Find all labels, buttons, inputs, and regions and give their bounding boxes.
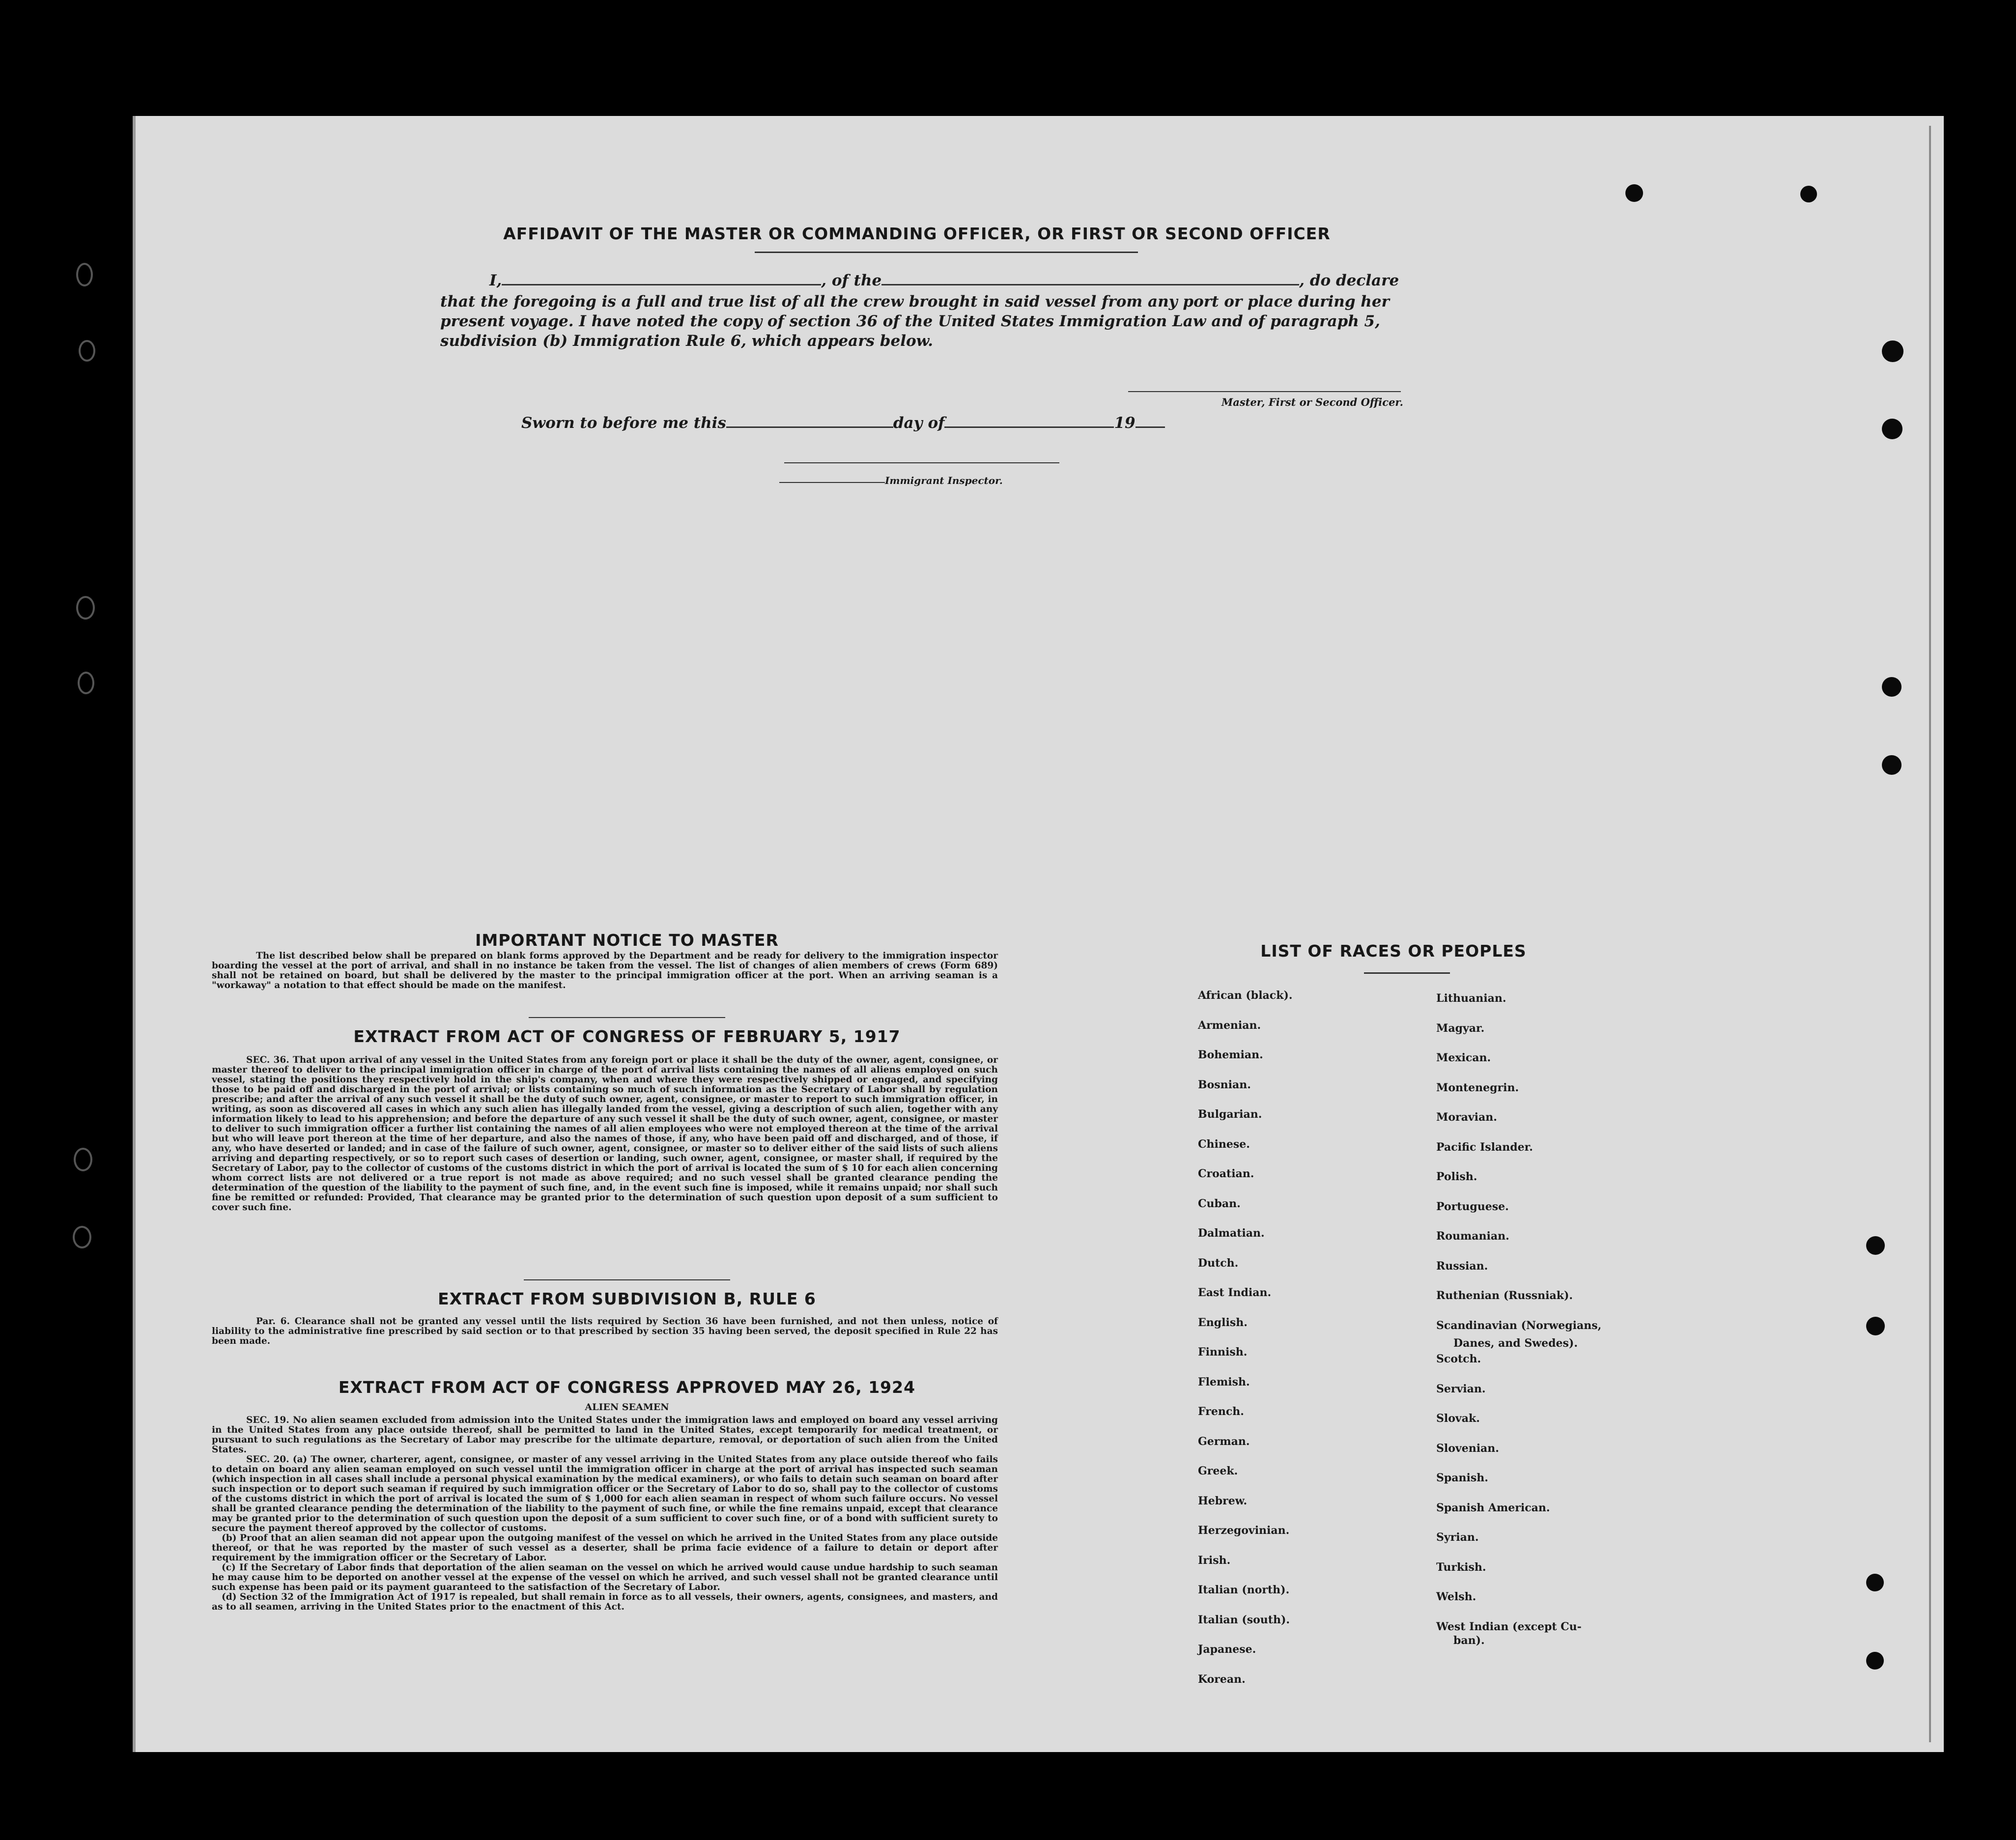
- extract-1924-sec20b: (b) Proof that an alien seaman did not appear upon the outgoing manifest of the vessel on which he arrived in the United States from any place outside thereof, or that he was reported by the master of such vessel as a deserter, shall be prima facie evidence of a failure to detain or deport after requirement by the immigration officer or the Secretary of Labor.: [212, 1533, 998, 1563]
- extract-1917-title: EXTRACT FROM ACT OF CONGRESS OF FEBRUARY 5, 1917: [353, 1027, 901, 1046]
- race-item: Finnish.: [1198, 1346, 1248, 1359]
- binder-hole: [1866, 1317, 1885, 1335]
- affidavit-line-1: [467, 271, 1548, 290]
- sworn-line: [521, 413, 1165, 433]
- affidavit-line-4: subdivision (b) Immigration Rule 6, which appears below.: [440, 332, 934, 350]
- race-item: Ruthenian (Russniak).: [1436, 1289, 1573, 1302]
- binder-hole: [1800, 186, 1817, 202]
- races-title: LIST OF RACES OR PEOPLES: [1260, 941, 1527, 961]
- race-item: Japanese.: [1198, 1643, 1256, 1656]
- affidavit-do-declare: , do declare: [1299, 272, 1399, 289]
- race-item: ban).: [1453, 1634, 1485, 1647]
- race-item: Spanish.: [1436, 1472, 1488, 1484]
- race-item: East Indian.: [1198, 1286, 1272, 1299]
- binder-ring-outline: [73, 1226, 91, 1248]
- race-item: Korean.: [1198, 1672, 1246, 1686]
- race-item: Welsh.: [1436, 1590, 1477, 1603]
- extract-1924-body: [212, 1415, 998, 1612]
- affidavit-of-the: , of the: [821, 272, 882, 289]
- race-item: Cuban.: [1198, 1197, 1241, 1210]
- affidavit-i: I,: [489, 272, 502, 289]
- race-item: African (black).: [1198, 989, 1293, 1002]
- affidavit-title-rule: [755, 252, 1138, 253]
- extract-1924-title: EXTRACT FROM ACT OF CONGRESS APPROVED MAY 26, 1924: [338, 1378, 916, 1397]
- extract-1924-sec20a: SEC. 20. (a) The owner, charterer, agent, consignee, or master of any vessel arriving in the United States from any place outside thereof who fails to detain on board any alien seaman employed on such vessel until the immigration officer in charge at the port of arrival has inspected such seaman (which inspection in all cases shall include a personal physical examination by the medical examiners), or who fails to detain such seaman on board after such inspection or to deport such seaman if required by such immigration officer or the Secretary of Labor to do so, shall pay to the collector of customs of the customs district in which the port of arrival is located the sum of $ 1,000 for each alien seaman in respect of whom such failure occurs. No vessel shall be granted clearance pending the determination of the liability to the payment of such fine, or while the fine remains unpaid, except that clearance may be granted prior to the determination of such question upon the deposit of a sum sufficient to cover such fine, or of a bond with sufficient surety to secure the payment thereof approved by the collector of customs.: [212, 1454, 998, 1533]
- race-item: German.: [1198, 1435, 1250, 1448]
- race-item: Bosnian.: [1198, 1078, 1251, 1091]
- binder-hole: [1882, 340, 1903, 362]
- race-item: Servian.: [1436, 1382, 1486, 1395]
- inspector-label: Immigrant Inspector.: [885, 475, 1003, 486]
- extract-1924-subtitle: ALIEN SEAMEN: [585, 1402, 669, 1413]
- race-item: Lithuanian.: [1436, 992, 1506, 1005]
- binder-hole: [1882, 677, 1902, 697]
- binder-ring-outline: [78, 672, 94, 694]
- inspector-short-line: [779, 482, 885, 483]
- day-of-text: day of: [893, 414, 945, 432]
- extract-1917-body: SEC. 36. That upon arrival of any vessel in the United States from any foreign port or place it shall be the duty of the owner, agent, consignee, or master thereof to deliver to the principal immigration officer in charge of the port of arrival lists containing the names of all aliens employed on such vessel, stating the positions they respectively hold in the ship's company, when and where they were respectively shipped or engaged, and specifying those to be paid off and discharged in the port of arrival; or lists containing so much of such information as the Secretary of Labor shall by regulation prescribe; and after the arrival of any such vessel it shall be the duty of such owner, agent, consignee, or master to report to such immigration officer, in writing, as soon as discovered all cases in which any such alien has illegally landed from the vessel, giving a description of such alien, together with any information likely to lead to his apprehension; and before the departure of any such vessel it shall be the duty of such owner, agent, consignee, or master to deliver to such immigration officer a further list containing the names of all alien employees who were not employed thereon at the time of the arrival but who will leave port thereon at the time of her departure, and also the names of those, if any, who have been paid off and discharged, and of those, if any, who have deserted or landed; and in case of the failure of such owner, agent, consignee, or master so to deliver either of the said lists of such aliens arriving and departing respectively, or so to report such cases of desertion or landing, such owner, agent, consignee, or master shall, if required by the Secretary of Labor, pay to the collector of customs of the customs district in which the port of arrival is located the sum of $ 10 for each alien concerning whom correct lists are not delivered or a true report is not made as above required; and no such vessel shall be granted clearance pending the determination of the question of the liability to the payment of such fine, and, in the event such fine is imposed, while it remains unpaid; nor shall such fine be remitted or refunded: Provided, That clearance may be granted prior to the determination of such question upon deposit of a sum sufficient to cover such fine.: [212, 1055, 998, 1213]
- page-right-edge: [1929, 126, 1931, 1742]
- race-item: Roumanian.: [1436, 1230, 1509, 1243]
- race-item: Armenian.: [1198, 1019, 1261, 1032]
- binder-hole: [1625, 184, 1643, 202]
- race-item: Scotch.: [1436, 1353, 1481, 1365]
- race-item: Croatian.: [1198, 1167, 1254, 1180]
- race-item: Greek.: [1198, 1465, 1238, 1477]
- race-item: Russian.: [1436, 1259, 1488, 1273]
- binder-hole: [1866, 1236, 1885, 1255]
- year-text: 19: [1114, 414, 1136, 432]
- binder-ring-outline: [76, 596, 95, 620]
- extract-1924-sec20c: (c) If the Secretary of Labor finds that deportation of the alien seaman on the vessel on which he arrived would cause undue hardship to such seaman he may cause him to be deported on another vessel at the expense of the vessel on which he arrived, and such vessel shall not be granted clearance until such expense has been paid or its payment guaranteed to the satisfaction of the Secretary of Labor.: [212, 1562, 998, 1592]
- sworn-month-blank: [944, 426, 1114, 428]
- race-item: French.: [1198, 1405, 1244, 1418]
- binder-hole: [1882, 419, 1902, 439]
- rule6-body: Par. 6. Clearance shall not be granted any vessel until the lists required by Section 36 have been furnished, and not then unless, notice of liability to the administrative fine prescribed by said section or to that prescribed by section 35 having been served, the deposit specified in Rule 22 has been made.: [212, 1316, 998, 1346]
- binder-ring-outline: [76, 263, 93, 286]
- extract-1917-rule: [529, 1017, 725, 1018]
- race-item: Pacific Islander.: [1436, 1140, 1533, 1154]
- affidavit-line-2: that the foregoing is a full and true list of all the crew brought in said vessel from any port or place during her: [440, 293, 1390, 311]
- race-item: Syrian.: [1436, 1531, 1479, 1544]
- race-item: Montenegrin.: [1436, 1081, 1519, 1094]
- extract-1924-sec20d: (d) Section 32 of the Immigration Act of 1917 is repealed, but shall remain in force as to all vessels, their owners, agents, consignees, and masters, and as to all seamen, arriving in the United States prior to the enactment of this Act.: [212, 1592, 998, 1612]
- binder-hole: [1866, 1574, 1884, 1591]
- race-item: English.: [1198, 1316, 1248, 1329]
- vessel-blank: [881, 284, 1299, 285]
- race-item: Italian (north).: [1198, 1584, 1290, 1596]
- race-item: Scandinavian (Norwegians,: [1436, 1319, 1602, 1332]
- race-item: West Indian (except Cu-: [1436, 1620, 1582, 1633]
- race-item: Flemish.: [1198, 1375, 1250, 1388]
- notice-title: IMPORTANT NOTICE TO MASTER: [475, 931, 779, 950]
- binder-ring-outline: [79, 340, 95, 362]
- race-item: Italian (south).: [1198, 1613, 1290, 1626]
- race-item: Mexican.: [1436, 1051, 1491, 1064]
- sworn-text: Sworn to before me this: [521, 414, 726, 432]
- race-item: Herzegovinian.: [1198, 1524, 1290, 1537]
- race-item: Magyar.: [1436, 1021, 1485, 1035]
- race-item: Spanish American.: [1436, 1501, 1550, 1514]
- race-item: Bulgarian.: [1198, 1108, 1262, 1121]
- race-item: Chinese.: [1198, 1137, 1250, 1151]
- race-item: Moravian.: [1436, 1111, 1497, 1124]
- affidavit-line-3: present voyage. I have noted the copy of section 36 of the United States Immigration Law and of paragraph 5,: [440, 312, 1380, 330]
- race-item: Slovak.: [1436, 1412, 1480, 1425]
- race-item: Dalmatian.: [1198, 1227, 1265, 1240]
- race-item: Irish.: [1198, 1554, 1231, 1567]
- binder-hole: [1866, 1652, 1884, 1670]
- rule6-title: EXTRACT FROM SUBDIVISION B, RULE 6: [438, 1289, 816, 1308]
- race-item: Slovenian.: [1436, 1442, 1499, 1455]
- rule6-top-rule: [524, 1279, 730, 1280]
- sworn-day-blank: [726, 426, 893, 428]
- manifest-page: [133, 116, 1944, 1752]
- sworn-year-blank: [1136, 426, 1165, 428]
- signature-line: [1128, 391, 1401, 392]
- race-item: Danes, and Swedes).: [1453, 1336, 1578, 1350]
- races-title-rule: [1364, 972, 1450, 974]
- race-item: Portuguese.: [1436, 1200, 1509, 1213]
- race-item: Polish.: [1436, 1170, 1477, 1183]
- extract-1924-sec19: SEC. 19. No alien seamen excluded from admission into the United States under the immigration laws and employed on board any vessel arriving in the United States from any place outside thereof, shall be permitted to land in the United States, except temporarily for medical treatment, or pursuant to such regulations as the Secretary of Labor may prescribe for the ultimate departure, removal, or deportation of such alien from the United States.: [212, 1415, 998, 1455]
- race-item: Hebrew.: [1198, 1494, 1248, 1507]
- binder-hole: [1882, 755, 1902, 775]
- affidavit-title: AFFIDAVIT OF THE MASTER OR COMMANDING OFFICER, OR FIRST OR SECOND OFFICER: [503, 224, 1331, 243]
- notice-body: The list described below shall be prepared on blank forms approved by the Department and be ready for delivery to the immigration inspector boarding the vessel at the port of arrival, and shall in no instance be taken from the vessel. The list of changes of alien members of crews (Form 689) shall not be retained on board, but shall be delivered by the master to the principal immigration officer at the port. When an arriving seaman is a "workaway" a notation to that effect should be made on the manifest.: [212, 951, 998, 991]
- race-item: Dutch.: [1198, 1256, 1239, 1270]
- race-item: Bohemian.: [1198, 1048, 1263, 1061]
- inspector-line: [784, 462, 1059, 463]
- binder-ring-outline: [74, 1148, 92, 1171]
- signature-label: Master, First or Second Officer.: [1221, 396, 1403, 408]
- race-item: Turkish.: [1436, 1560, 1486, 1574]
- name-blank: [502, 284, 821, 285]
